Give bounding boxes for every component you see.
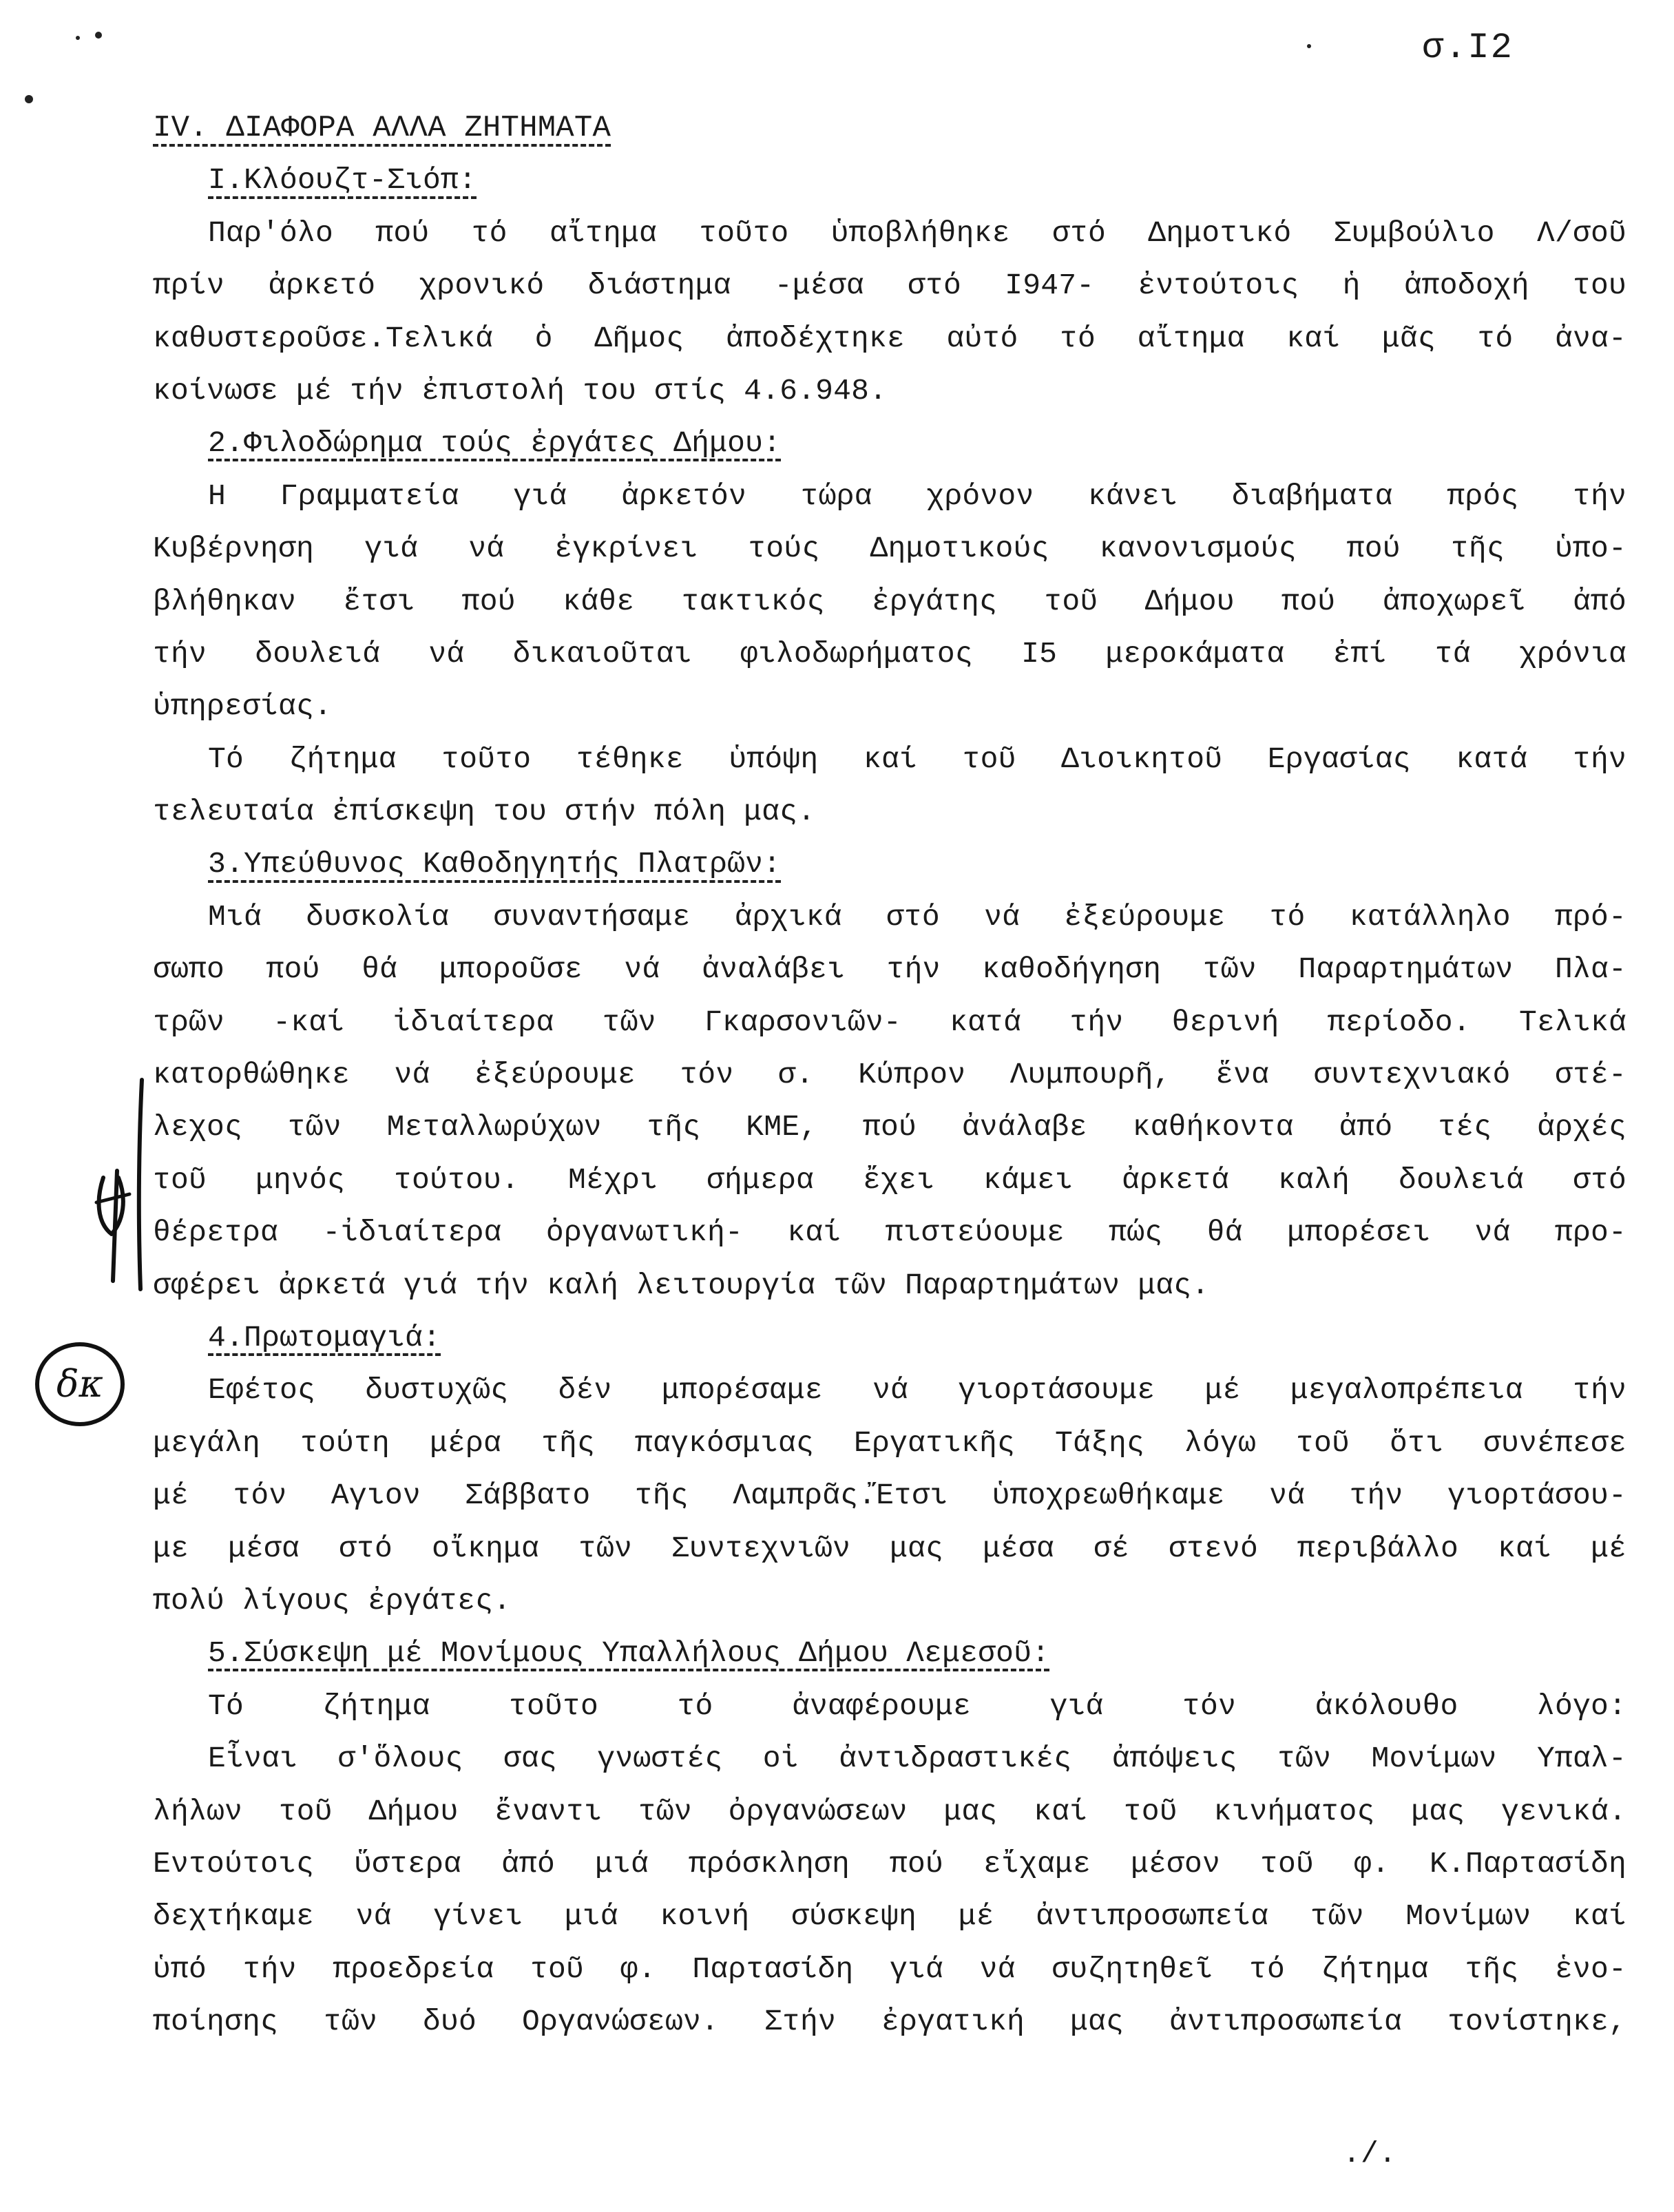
- subheading-line: [153, 1312, 1626, 1364]
- text-line: κατορθώθηκε νά ἐξεύρουμε τόν σ. Κύπρον Λυμπουρῆ, ἕνα συντεχνιακό στέ-: [153, 1058, 1626, 1092]
- section-title: IV. ΔΙΑΦΟΡΑ ΑΛΛΑ ΖΗΤΗΜΑΤΑ: [153, 112, 611, 147]
- text-line: πρίν ἀρκετό χρονικό διάστημα -μέσα στό Ι947- ἐντούτοις ἡ ἀποδοχή του: [153, 269, 1626, 303]
- text-line: με μέσα στό οἴκημα τῶν Συντεχνιῶν μας μέσα σέ στενό περιβάλλο καί μέ: [153, 1531, 1626, 1565]
- text-line: θέρετρα -ἰδιαίτερα ὀργανωτική- καί πιστεύουμε πώς θά μπορέσει νά προ-: [153, 1215, 1626, 1250]
- text-line: Κυβέρνηση γιά νά ἐγκρίνει τούς Δημοτικούς κανονισμούς πού τῆς ὑπο-: [153, 532, 1626, 566]
- text-line: μεγάλη τούτη μέρα τῆς παγκόσμιας Εργατικῆς Τάξης λόγω τοῦ ὅτι συνέπεσε: [153, 1426, 1626, 1460]
- subheading: 3.Υπεύθυνος Καθοδηγητής Πλατρῶν:: [208, 848, 781, 882]
- ink-speck: [25, 95, 33, 103]
- ink-speck: [76, 36, 80, 40]
- text-line: πολύ λίγους ἐργάτες.: [153, 1583, 512, 1618]
- handwritten-initials-circle: [25, 1336, 135, 1432]
- text-line: τελευταία ἐπίσκεψη του στήν πόλη μας.: [153, 795, 816, 829]
- text-line: δεχτήκαμε νά γίνει μιά κοινή σύσκεψη μέ ἀντιπροσωπεία τῶν Μονίμων καί: [153, 1899, 1626, 1934]
- text-line: κοίνωσε μέ τήν ἐπιστολή του στίς 4.6.948.: [153, 373, 888, 408]
- subheading-line: [153, 417, 1626, 470]
- text-lines: [153, 154, 1626, 2048]
- text-line: σφέρει ἀρκετά γιά τήν καλή λειτουργία τῶν Παραρτημάτων μας.: [153, 1268, 1210, 1302]
- text-line: Τό ζήτημα τοῦτο τέθηκε ὑπόψη καί τοῦ Διοικητοῦ Εργασίας κατά τήν: [208, 742, 1626, 776]
- text-line: τήν δουλειά νά δικαιοῦται φιλοδωρήματος Ι5 μεροκάματα ἐπί τά χρόνια: [153, 636, 1626, 671]
- subheading: Ι.Κλόουζτ-Σιόπ:: [208, 165, 477, 198]
- text-line: καθυστεροῦσε.Τελικά ὁ Δῆμος ἀποδέχτηκε αὐτό τό αἴτημα καί μᾶς τό ἀνα-: [153, 321, 1626, 355]
- text-line: μέ τόν Αγιον Σάββατο τῆς Λαμπρᾶς.Ἔτσι ὑποχρεωθήκαμε νά τήν γιορτάσου-: [153, 1479, 1626, 1513]
- subheading: 4.Πρωτομαγιά:: [208, 1322, 441, 1356]
- ink-speck: [95, 32, 102, 39]
- handwritten-initials: δκ: [56, 1362, 103, 1406]
- page-number: σ.Ι2: [1422, 28, 1514, 68]
- text-line: Η Γραμματεία γιά ἀρκετόν τώρα χρόνον κάνει διαβήματα πρός τήν: [208, 479, 1626, 513]
- subheading-line: [153, 838, 1626, 890]
- margin-bracket-mark: [76, 1074, 158, 1295]
- text-line: σωπο πού θά μποροῦσε νά ἀναλάβει τήν καθοδήγηση τῶν Παραρτημάτων Πλα-: [153, 952, 1626, 987]
- text-line: λήλων τοῦ Δήμου ἔναντι τῶν ὀργανώσεων μας καί τοῦ κινήματος μας γενικά.: [153, 1794, 1626, 1828]
- subheading: 2.Φιλοδώρημα τούς ἐργάτες Δήμου:: [208, 428, 781, 461]
- text-line: Μιά δυσκολία συναντήσαμε ἀρχικά στό νά ἐξεύρουμε τό κατάλληλο πρό-: [208, 899, 1626, 934]
- subheading-line: [153, 1627, 1626, 1680]
- text-line: βλήθηκαν ἔτσι πού κάθε τακτικός ἐργάτης τοῦ Δήμου πού ἀποχωρεῖ ἀπό: [153, 584, 1626, 618]
- text-line: ὑπό τήν προεδρεία τοῦ φ. Παρτασίδη γιά νά συζητηθεῖ τό ζήτημα τῆς ἑνο-: [153, 1952, 1626, 1986]
- text-line: τοῦ μηνός τούτου. Μέχρι σήμερα ἔχει κάμει ἀρκετά καλή δουλειά στό: [153, 1162, 1626, 1197]
- document-body: [153, 102, 1626, 2048]
- text-line: τρῶν -καί ἰδιαίτερα τῶν Γκαρσονιῶν- κατά τήν θερινή περίοδο. Τελικά: [153, 1005, 1626, 1039]
- text-line: ποίησης τῶν δυό Οργανώσεων. Στήν ἐργατική μας ἀντιπροσωπεία τονίστηκε,: [153, 2005, 1626, 2039]
- text-line: ὑπηρεσίας.: [153, 689, 333, 724]
- text-line: Εντούτοις ὕστερα ἀπό μιά πρόσκληση πού εἴχαμε μέσον τοῦ φ. Κ.Παρτασίδη: [153, 1846, 1626, 1881]
- text-line: Εἶναι σ'ὅλους σας γνωστές οἱ ἀντιδραστικές ἀπόψεις τῶν Μονίμων Υπαλ-: [208, 1742, 1626, 1776]
- ink-speck: [1307, 44, 1311, 48]
- subheading-line: [153, 154, 1626, 207]
- text-line: Παρ'όλο πού τό αἴτημα τοῦτο ὑποβλήθηκε στό Δημοτικό Συμβούλιο Λ/σοῦ: [208, 216, 1626, 250]
- text-line: Εφέτος δυστυχῶς δέν μπορέσαμε νά γιορτάσουμε μέ μεγαλοπρέπεια τήν: [208, 1373, 1626, 1408]
- section-title-line: [153, 102, 1626, 154]
- text-line: Τό ζήτημα τοῦτο τό ἀναφέρουμε γιά τόν ἀκόλουθο λόγο:: [208, 1689, 1626, 1723]
- subheading: 5.Σύσκεψη μέ Μονίμους Υπαλλήλους Δήμου Λεμεσοῦ:: [208, 1638, 1049, 1671]
- continuation-mark: ./.: [1343, 2137, 1397, 2171]
- text-line: λεχος τῶν Μεταλλωρύχων τῆς ΚΜΕ, πού ἀνάλαβε καθήκοντα ἀπό τές ἀρχές: [153, 1110, 1626, 1145]
